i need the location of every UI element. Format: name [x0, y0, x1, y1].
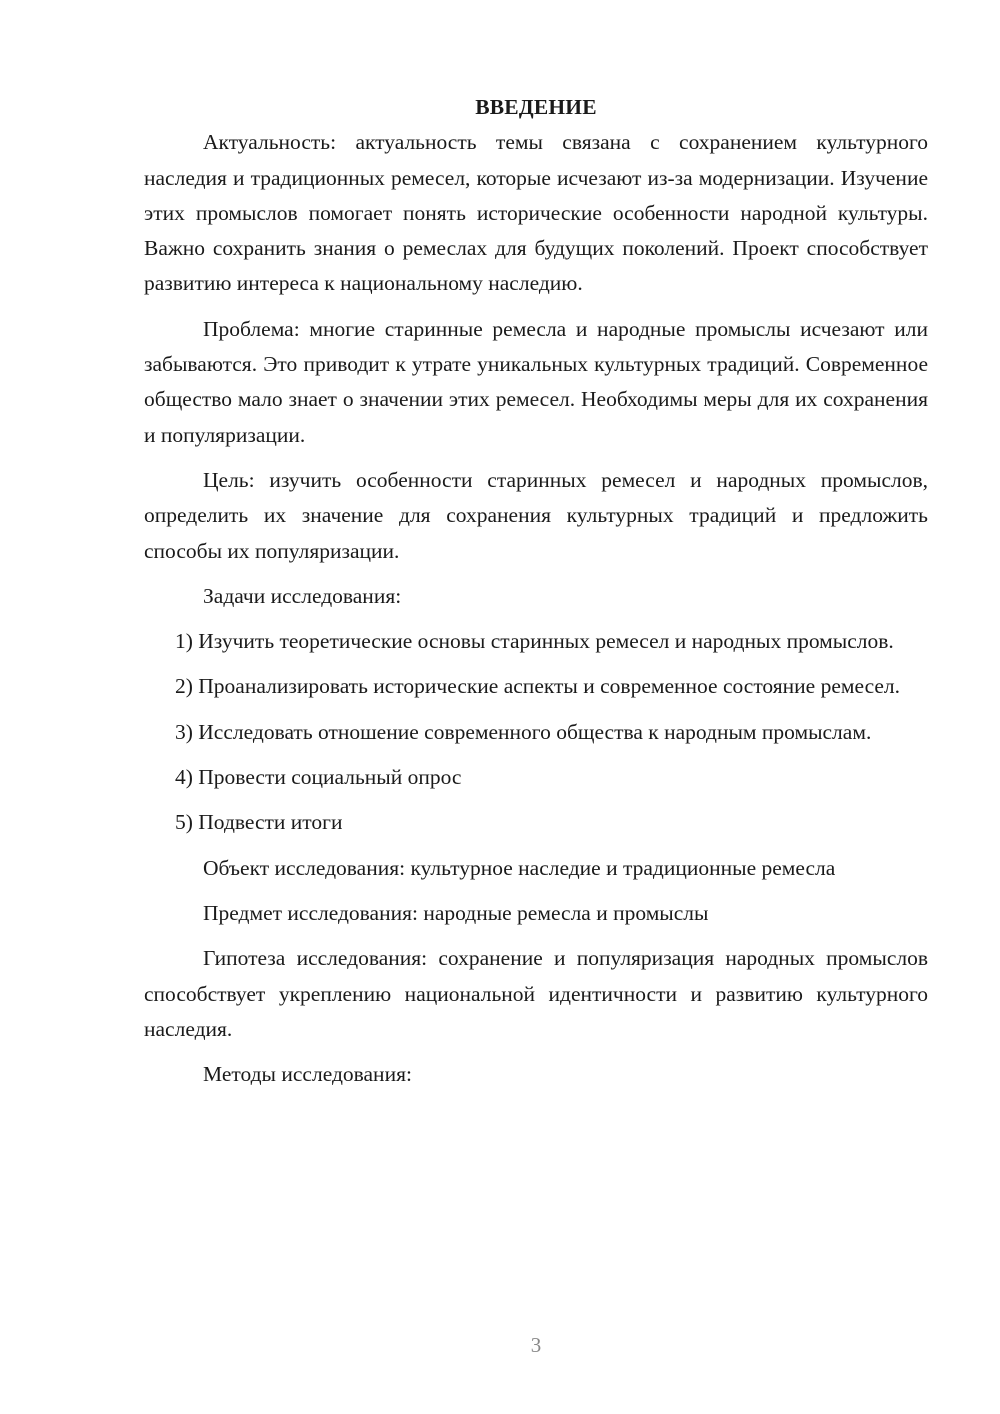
methods-heading: Методы исследования: — [203, 1062, 412, 1087]
task-item: 3) Исследовать отношение современного общества к народным промыслам. — [175, 719, 872, 744]
task-item: 4) Провести социальный опрос — [175, 765, 462, 790]
page-number: 3 — [530, 1333, 542, 1357]
hypothesis-paragraph: Гипотеза исследования: сохранение и популяризация народных промыслов способствует укреплению национальной идентичности и развитию культурного наследия. — [144, 946, 928, 1041]
subject-paragraph: Предмет исследования: народные ремесла и промыслы — [203, 900, 709, 925]
problem-paragraph: Проблема: многие старинные ремесла и народные промыслы исчезают или забываются. Это приводит к утрате уникальных культурных традиций. Современное общество мало знает о значении этих ремесел. Необходимы меры для их сохранения и популяризации. — [144, 316, 928, 447]
goal-paragraph: Цель: изучить особенности старинных ремесел и народных промыслов, определить их значение для сохранения культурных традиций и предложить способы их популяризации. — [144, 467, 928, 563]
page-content — [144, 90, 928, 1092]
task-item: 1) Изучить теоретические основы старинных ремесел и народных промыслов. — [175, 629, 894, 654]
task-item: 5) Подвести итоги — [175, 810, 343, 835]
relevance-paragraph: Актуальность: актуальность темы связана с сохранением культурного наследия и традиционных ремесел, которые исчезают из-за модернизации. Изучение этих промыслов помогает понять исторические особенности народной культуры. Важно сохранить знания о ремеслах для будущих поколений. Проект способствует развитию интереса к национальному наследию. — [144, 130, 928, 296]
object-paragraph: Объект исследования: культурное наследие и традиционные ремесла — [203, 855, 836, 880]
tasks-heading: Задачи исследования: — [203, 583, 402, 608]
section-title: ВВЕДЕНИЕ — [475, 95, 597, 119]
task-item: 2) Проанализировать исторические аспекты и современное состояние ремесел. — [175, 674, 901, 699]
